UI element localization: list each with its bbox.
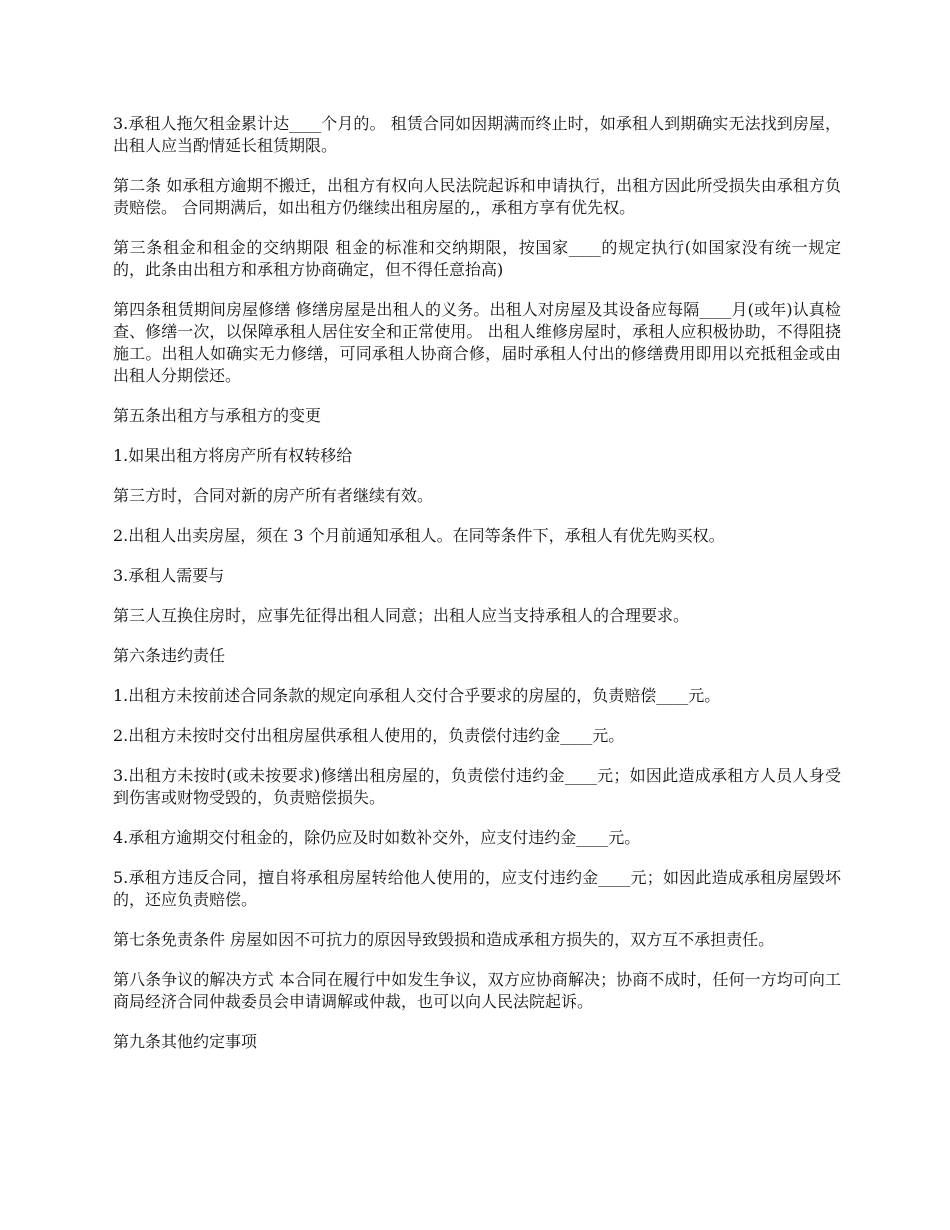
paragraph-article-5-heading: 第五条出租方与承租方的变更 [113, 406, 322, 425]
paragraph-article-6-heading: 第六条违约责任 [113, 646, 226, 665]
paragraph-article-6-item-4: 4.承租方逾期交付租金的，除仍应及时如数补交外，应支付违约金____元。 [113, 828, 641, 847]
paragraph-article-6-item-5: 5.承租方违反合同，擅自将承租房屋转给他人使用的，应支付违约金____元；如因此造成承租房屋毁坏的，还应负责赔偿。 [113, 868, 841, 909]
paragraph-article-5-item-2: 2.出租人出卖房屋，须在 3 个月前通知承租人。在同等条件下，承租人有优先购买权。 [113, 526, 725, 545]
paragraph-article-4: 第四条租赁期间房屋修缮 修缮房屋是出租人的义务。出租人对房屋及其设备应每隔____月(或年)认真检查、修缮一次，以保障承租人居住安全和正常使用。 出租人维修房屋时，承租人应积极协助，不得阻挠施工。出租人如确实无力修缮，可同承租人协商合修，届时承租人付出的修缮费用即用以充抵租金或由出租人分期偿还。 [113, 300, 841, 385]
paragraph-article-5-item-1-cont: 第三方时，合同对新的房产所有者继续有效。 [113, 486, 434, 505]
paragraph-article-5-item-3-cont: 第三人互换住房时，应事先征得出租人同意；出租人应当支持承租人的合理要求。 [113, 606, 690, 625]
document-body [113, 113, 841, 1071]
paragraph-article-7: 第七条免责条件 房屋如因不可抗力的原因导致毁损和造成承租方损失的，双方互不承担责任。 [113, 930, 775, 949]
paragraph-article-2: 第二条 如承租方逾期不搬迁，出租方有权向人民法院起诉和申请执行，出租方因此所受损失由承租方负责赔偿。 合同期满后，如出租方仍继续出租房屋的,，承租方享有优先权。 [113, 176, 841, 217]
paragraph-arrears-clause: 3.承租人拖欠租金累计达____个月的。 租赁合同如因期满而终止时，如承租人到期确实无法找到房屋，出租人应当酌情延长租赁期限。 [113, 114, 841, 155]
paragraph-article-5-item-1: 1.如果出租方将房产所有权转移给 [113, 446, 353, 465]
paragraph-article-9-heading: 第九条其他约定事项 [113, 1032, 258, 1051]
paragraph-article-8: 第八条争议的解决方式 本合同在履行中如发生争议，双方应协商解决；协商不成时，任何一方均可向工商局经济合同仲裁委员会申请调解或仲裁，也可以向人民法院起诉。 [113, 970, 841, 1011]
paragraph-article-6-item-3: 3.出租方未按时(或未按要求)修缮出租房屋的，负责偿付违约金____元；如因此造成承租方人员人身受到伤害或财物受毁的，负责赔偿损失。 [113, 766, 841, 807]
paragraph-article-3: 第三条租金和租金的交纳期限 租金的标准和交纳期限，按国家____的规定执行(如国家没有统一规定的，此条由出租方和承租方协商确定，但不得任意抬高) [113, 238, 841, 279]
paragraph-article-6-item-2: 2.出租方未按时交付出租房屋供承租人使用的，负责偿付违约金____元。 [113, 726, 625, 745]
paragraph-article-5-item-3: 3.承租人需要与 [113, 566, 225, 585]
paragraph-article-6-item-1: 1.出租方未按前述合同条款的规定向承租人交付合乎要求的房屋的，负责赔偿____元。 [113, 686, 721, 705]
